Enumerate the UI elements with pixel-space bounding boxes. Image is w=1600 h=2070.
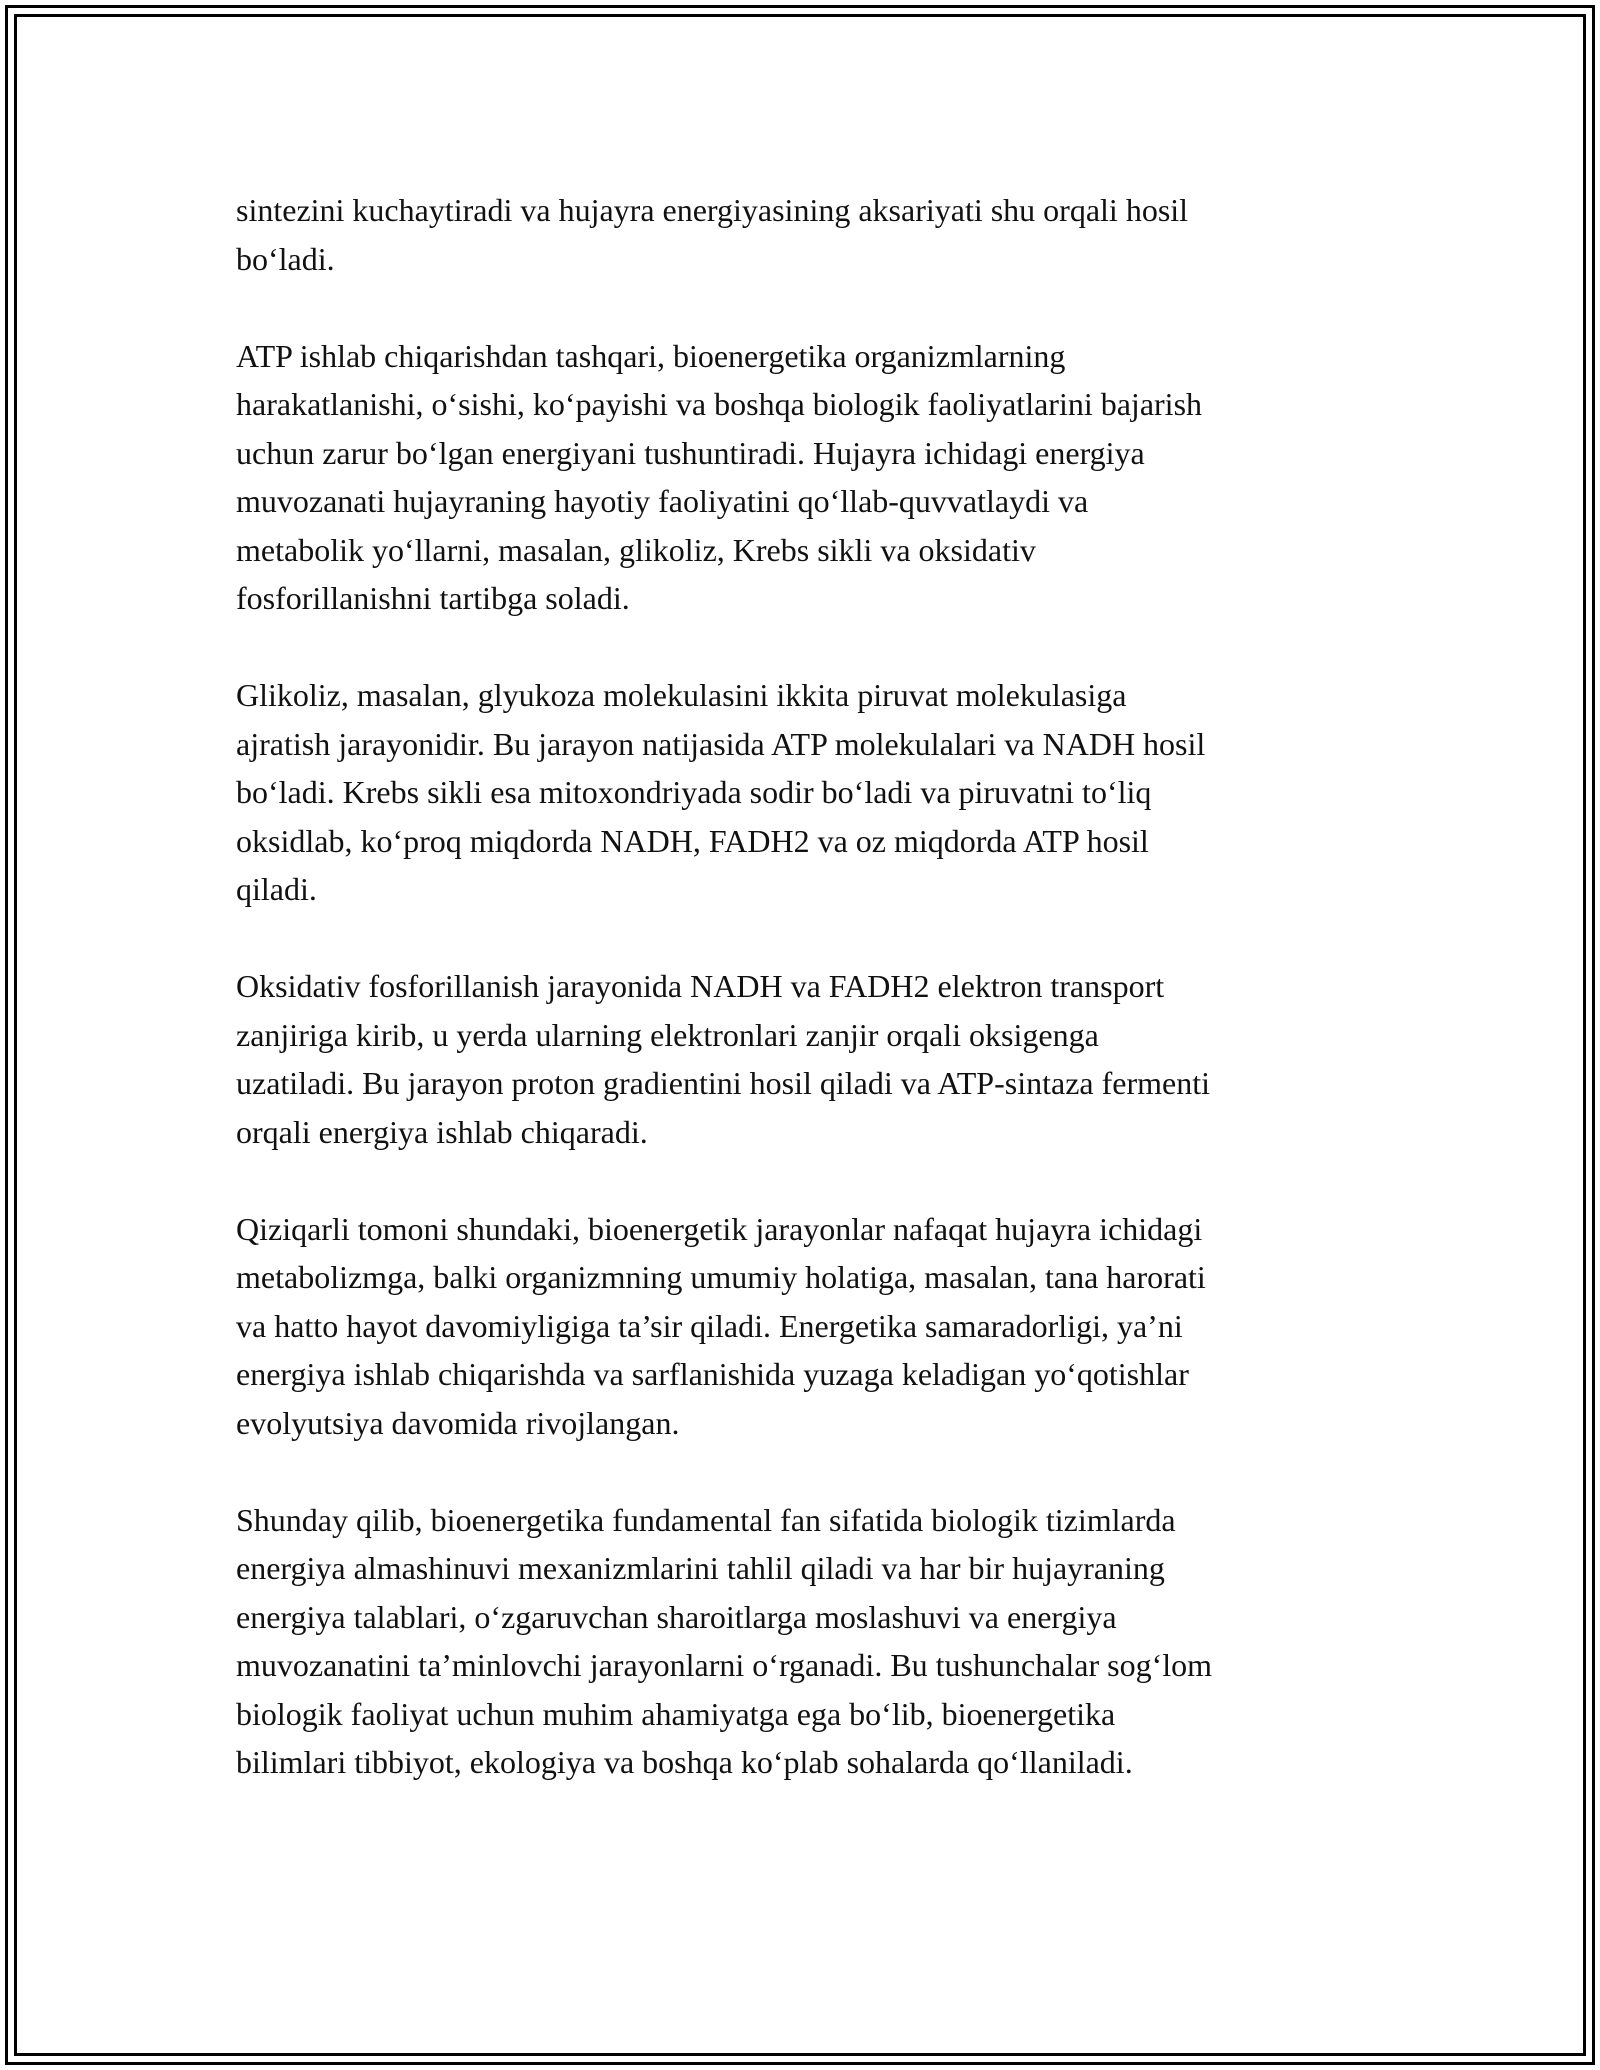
- paragraph-2: ATP ishlab chiqarishdan tashqari, bioenergetika organizmlarning harakatlanishi, o‘sishi, ko‘payishi va boshqa biologik faoliyatlarini bajarish uchun zarur bo‘lgan energiyani tushuntiradi. Hujayra ichidagi energiya muvozanati hujayraning hayotiy faoliyatini qo‘llab-quvvatlaydi va metabolik yo‘llarni, masalan, glikoliz, Krebs sikli va oksidativ fosforillanishni tartibga soladi.: [236, 337, 1203, 616]
- paragraph-5: Qiziqarli tomoni shundaki, bioenergetik jarayonlar nafaqat hujayra ichidagi metabolizmga, balki organizmning umumiy holatiga, masalan, tana harorati va hatto hayot davomiyligiga ta’sir qiladi. Energetika samaradorligi, ya’ni energiya ishlab chiqarishda va sarflanishida yuzaga keladigan yo‘qotishlar evolyutsiya davomida rivojlangan.: [236, 1210, 1206, 1441]
- paragraph-4: Oksidativ fosforillanish jarayonida NADH va FADH2 elektron transport zanjiriga kirib, u yerda ularning elektronlari zanjir orqali oksigenga uzatiladi. Bu jarayon proton gradientini hosil qiladi va ATP-sintaza fermenti orqali energiya ishlab chiqaradi.: [236, 968, 1210, 1150]
- document-body: [236, 186, 1366, 1835]
- paragraph-3: Glikoliz, masalan, glyukoza molekulasini ikkita piruvat molekulasiga ajratish jarayonidir. Bu jarayon natijasida ATP molekulalari va NADH hosil bo‘ladi. Krebs sikli esa mitoxondriyada sodir bo‘ladi va piruvatni to‘liq oksidlab, ko‘proq miqdorda NADH, FADH2 va oz miqdorda ATP hosil qiladi.: [236, 677, 1206, 907]
- paragraph-6: Shunday qilib, bioenergetika fundamental fan sifatida biologik tizimlarda energiya almashinuvi mexanizmlarini tahlil qiladi va har bir hujayraning energiya talablari, o‘zgaruvchan sharoitlarga moslashuvi va energiya muvozanatini ta’minlovchi jarayonlarni o‘rganadi. Bu tushunchalar sog‘lom biologik faoliyat uchun muhim ahamiyatga ega bo‘lib, bioenergetika bilimlari tibbiyot, ekologiya va boshqa ko‘plab sohalarda qo‘llaniladi.: [236, 1501, 1213, 1780]
- paragraph-1: sintezini kuchaytiradi va hujayra energiyasining aksariyati shu orqali hosil bo‘ladi.: [236, 192, 1189, 277]
